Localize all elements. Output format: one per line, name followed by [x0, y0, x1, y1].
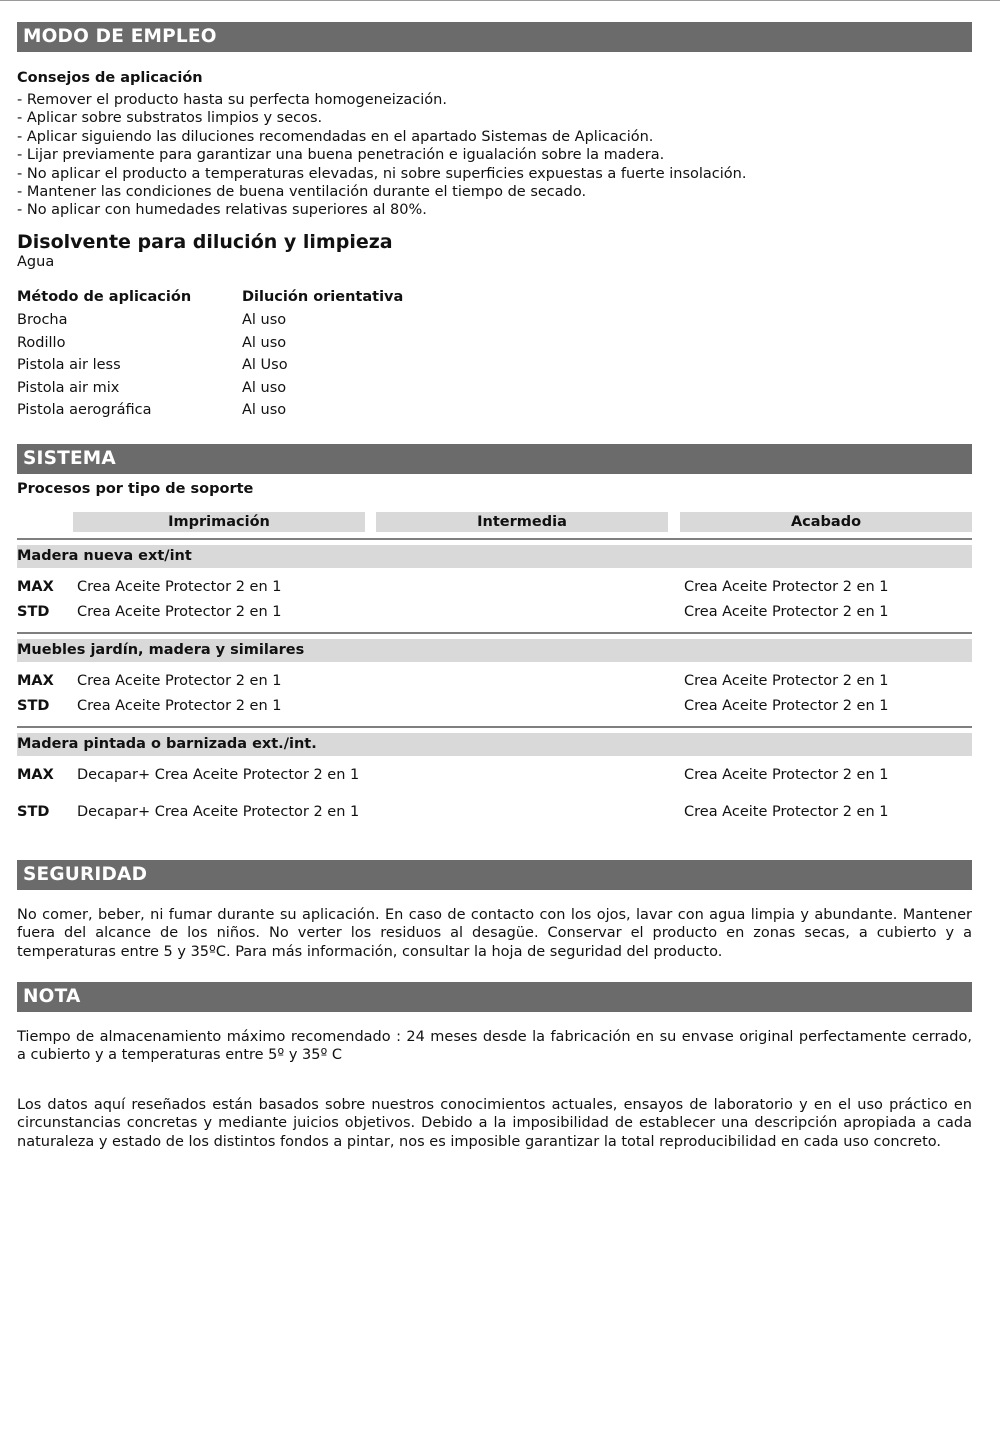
column-header-imprimacion: Imprimación — [73, 512, 365, 532]
imprimacion-cell: Crea Aceite Protector 2 en 1 — [77, 698, 282, 714]
table-row — [17, 401, 617, 424]
divider — [17, 538, 972, 540]
dilucion-cell: Al uso — [242, 312, 287, 328]
metodo-cell: Pistola aerográfica — [17, 402, 152, 418]
acabado-cell: Crea Aceite Protector 2 en 1 — [684, 604, 889, 620]
list-item: - Aplicar siguiendo las diluciones recomendadas en el apartado Sistemas de Aplicación. — [17, 128, 654, 145]
section-header-nota: NOTA — [17, 982, 972, 1012]
column-header-acabado: Acabado — [680, 512, 972, 532]
nota-almacenamiento: Tiempo de almacenamiento máximo recomendado : 24 meses desde la fabricación en su envase original perfectamente cerrado, a cubierto y a temperaturas entre 5º y 35º C — [17, 1029, 972, 1064]
imprimacion-cell: Decapar+ Crea Aceite Protector 2 en 1 — [77, 804, 360, 820]
disolvente-title: Disolvente para dilución y limpieza — [17, 231, 393, 253]
metodo-table-header — [17, 288, 617, 311]
group-title: Madera nueva ext/int — [17, 545, 972, 568]
imprimacion-cell: Decapar+ Crea Aceite Protector 2 en 1 — [77, 767, 360, 783]
list-item: - No aplicar el producto a temperaturas elevadas, ni sobre superficies expuestas a fuerte insolación. — [17, 165, 747, 182]
dilucion-cell: Al Uso — [242, 357, 288, 373]
consejos-title: Consejos de aplicación — [17, 70, 203, 86]
acabado-cell: Crea Aceite Protector 2 en 1 — [684, 767, 889, 783]
level-label: MAX — [17, 673, 54, 689]
table-row — [17, 334, 617, 357]
level-label: MAX — [17, 579, 54, 595]
consejos-list — [17, 91, 746, 220]
section-header-seguridad: SEGURIDAD — [17, 860, 972, 890]
table-row — [17, 311, 617, 334]
seguridad-text: No comer, beber, ni fumar durante su aplicación. En caso de contacto con los ojos, lavar con agua limpia y abundante. Mantener fuera del alcance de los niños. No verter los residuos al desagüe. Conservar el producto en zonas secas, a cubierto y a temperaturas entre 5 y 35ºC. Para más información, consultar la hoja de seguridad del producto. — [17, 907, 972, 960]
disolvente-value: Agua — [17, 254, 55, 270]
list-item: - Lijar previamente para garantizar una buena penetración e igualación sobre la madera. — [17, 147, 665, 164]
table-row — [17, 379, 617, 402]
divider — [17, 726, 972, 728]
list-item: - Remover el producto hasta su perfecta homogeneización. — [17, 92, 447, 108]
nota-disclaimer: Los datos aquí reseñados están basados sobre nuestros conocimientos actuales, ensayos de laboratorio y en el uso práctico en circunstancias concretas y mediante juicios objetivos. Debido a la imposibilidad de establecer una descripción apropiada a cada naturaleza y estado de los distintos fondos a pintar, nos es imposible garantizar la total reproducibilidad en cada uso concreto. — [17, 1097, 972, 1150]
acabado-cell: Crea Aceite Protector 2 en 1 — [684, 698, 889, 714]
divider — [17, 632, 972, 634]
dilucion-cell: Al uso — [242, 334, 287, 351]
metodo-header: Método de aplicación — [17, 289, 192, 305]
sistema-subtitle: Procesos por tipo de soporte — [17, 481, 254, 497]
level-label: MAX — [17, 767, 54, 783]
group-title: Madera pintada o barnizada ext./int. — [17, 733, 972, 756]
dilucion-cell: Al uso — [242, 402, 287, 418]
top-rule — [0, 0, 1000, 1]
acabado-cell: Crea Aceite Protector 2 en 1 — [684, 804, 889, 820]
section-header-modo-empleo: MODO DE EMPLEO — [17, 22, 972, 52]
dilucion-cell: Al uso — [242, 379, 287, 396]
imprimacion-cell: Crea Aceite Protector 2 en 1 — [77, 673, 282, 689]
list-item: - Mantener las condiciones de buena ventilación durante el tiempo de secado. — [17, 184, 587, 201]
level-label: STD — [17, 804, 50, 820]
acabado-cell: Crea Aceite Protector 2 en 1 — [684, 673, 889, 689]
dilucion-header: Dilución orientativa — [242, 289, 404, 305]
list-item: - Aplicar sobre substratos limpios y secos. — [17, 110, 323, 127]
level-label: STD — [17, 604, 50, 620]
metodo-cell: Pistola air less — [17, 357, 121, 373]
level-label: STD — [17, 698, 50, 714]
column-header-intermedia: Intermedia — [376, 512, 668, 532]
list-item: - No aplicar con humedades relativas superiores al 80%. — [17, 202, 427, 219]
imprimacion-cell: Crea Aceite Protector 2 en 1 — [77, 604, 282, 620]
imprimacion-cell: Crea Aceite Protector 2 en 1 — [77, 579, 282, 595]
table-row — [17, 356, 617, 379]
section-header-sistema: SISTEMA — [17, 444, 972, 474]
acabado-cell: Crea Aceite Protector 2 en 1 — [684, 579, 889, 595]
metodo-cell: Rodillo — [17, 334, 66, 351]
metodo-cell: Pistola air mix — [17, 379, 120, 396]
metodo-cell: Brocha — [17, 312, 68, 328]
group-title: Muebles jardín, madera y similares — [17, 639, 972, 662]
